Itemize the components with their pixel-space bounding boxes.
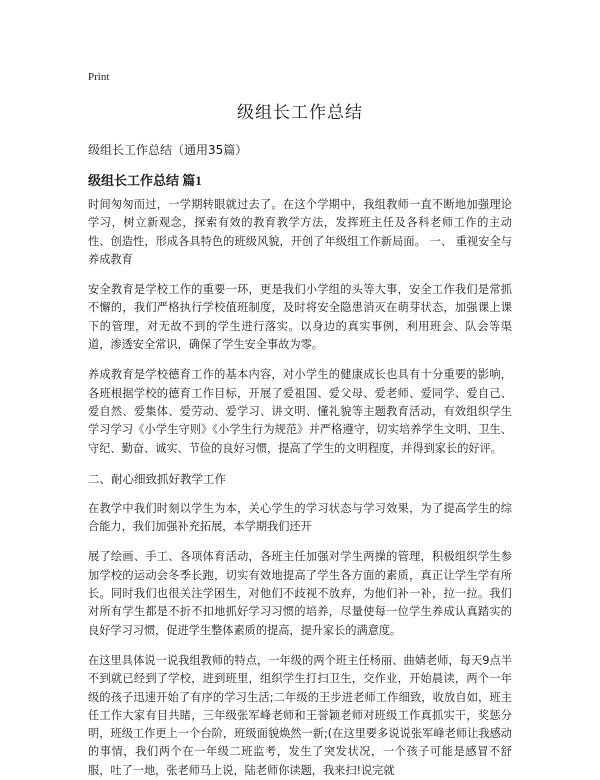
section-heading: 级组长工作总结 篇1 [88,173,202,188]
paragraph-teaching: 在教学中我们时刻以学生为本，关心学生的学习状态与学习效果，为了提高学生的综合能力，我们加强补充拓展，本学期我们还开 [88,501,512,534]
page-title: 级组长工作总结 [237,103,363,123]
paragraph-activities: 展了绘画、手工、各项体育活动，各班主任加强对学生两操的管理，积极组织学生参加学校的运动会冬季长跑，切实有效地提高了学生各方面的素质，真正让学生学有所长。同时我们也很关注学困生，对他们不歧视不放弃，为他们补一补，拉一拉。我们对所有学生都是不折不扣地抓好学习习惯的培养，尽量使每一位学生养成认真踏实的良好学习习惯，促进学生整体素质的提高，提升家长的满意度。 [88,550,512,637]
paragraph-safety: 安全教育是学校工作的重要一环，更是我们小学组的头等大事，安全工作我们是常抓不懈的，我们严格执行学校值班制度，及时将安全隐患消灭在萌芽状态，加强课上课下的管理，对无故不到的学生进行落实。以身边的真实事例，利用班会、队会等渠道，渗透安全常识，确保了学生安全事故为零。 [88,283,512,352]
paragraph-habits: 养成教育是学校德育工作的基本内容，对小学生的健康成长也具有十分重要的影响，各班根据学校的德育工作目标，开展了爱祖国、爱父母、爱老师、爱同学、爱自己、爱自然、爱集体、爱劳动、爱学习、讲文明、懂礼貌等主题教育活动，有效组织学生学习学习《小学生守则》《小学生行为规范》并严格遵守，切实培养学生文明、卫生、守纪、勤奋、诚实、节俭的良好习惯，提高了学生的文明程度，并得到家长的好评。 [88,368,512,455]
paragraph-teachers: 在这里具体说一说我组教师的特点，一年级的两个班主任杨丽、曲婧老师，每天9点半不到就已经到了学校，进到班里，组织学生打扫卫生，交作业，开始晨读，两个一年级的孩子迅速开始了有序的学习生活;二年级的王步进老师工作细致，收放自如，班主任工作大家有目共睹，三年级张军峰老师和王誉颖老师对班级工作真抓实干，奖惩分明，班级工作更上一个台阶，班级面貌焕然一新;(在这里要多说说张军峰老师让我感动的事情，我们两个在一年级二班监考，发生了突发状况，一个孩子可能是感冒不舒服，吐了一地，张老师马上说，陆老师你读题，我来扫!说完就 [88,653,512,777]
document-subtitle: 级组长工作总结（通用35篇） [88,143,248,157]
subheading-teaching: 二、耐心细致抓好教学工作 [88,471,226,486]
print-label[interactable]: Print [88,71,110,83]
paragraph-intro: 时间匆匆而过，一学期转眼就过去了。在这个学期中，我组教师一直不断地加强理论学习，树立新观念，探索有效的教育教学方法，发挥班主任及各科老师工作的主动性、创造性，形成各具特色的班级风貌，开创了年级组工作新局面。 一、 重视安全与养成教育 [88,198,512,266]
